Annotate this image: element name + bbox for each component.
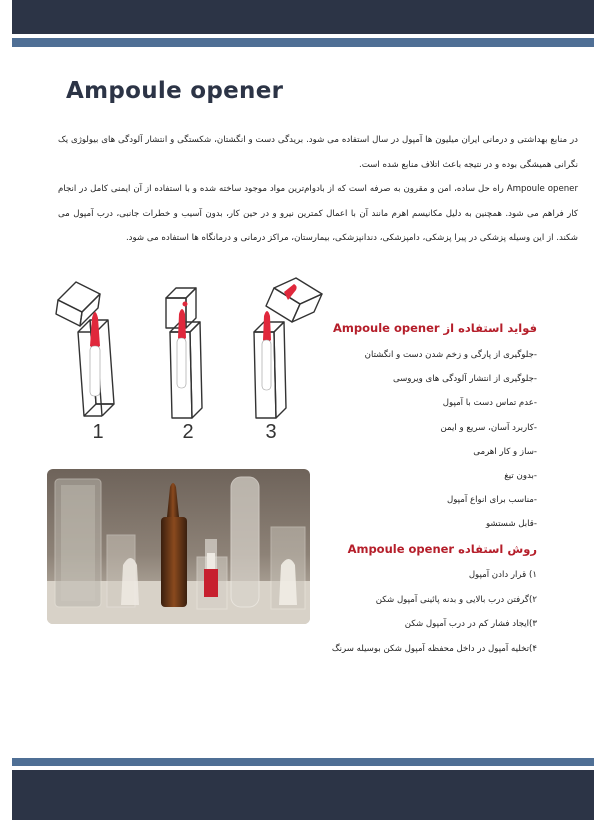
list-item: -عدم تماس دست با آمپول [442, 398, 537, 409]
header-blue-stripe [12, 38, 594, 47]
benefits-list [300, 343, 537, 537]
footer-dark-band [12, 770, 594, 820]
list-item: -جلوگیری از انتشار آلودگی های ویروسی [392, 374, 537, 385]
list-item: -کاربرد آسان، سریع و ایمن [440, 422, 537, 433]
header-dark-band [12, 0, 594, 34]
list-item: ۳)ایجاد فشار کم در درب آمپول شکن [404, 619, 537, 629]
usage-method-heading: روش استفاده Ampoule opener [347, 542, 537, 556]
product-photo [47, 469, 310, 624]
page-title: Ampoule opener [66, 78, 284, 104]
list-item: -جلوگیری از پارگی و زخم شدن دست و انگشتان [364, 350, 537, 360]
list-item: -مناسب برای انواع آمپول [447, 495, 537, 506]
step-number-3: 3 [265, 421, 277, 443]
step-number-1: 1 [92, 421, 104, 443]
usage-steps-illustration [40, 270, 340, 450]
list-item: -بدون تیغ [504, 471, 537, 482]
intro-paragraph-2: Ampoule opener راه حل ساده، امن و مقرون به صرفه است که از بادوام‌ترین مواد موجود ساخته شده و با استفاده از آن ایمنی کامل در انجام کار فراهم می شود. همچنین به دلیل مکانیسم اهرم مانند آن با اعمال کمترین نیرو و در حین کار، بدون آسیب و خطرات جانبی، درب آمپول می شکند. از این وسیله پزشکی در پیرا پزشکی، دامپزشکی، دندانپزشکی، بیمارستان، مراکز درمانی و درمانگاه ها استفاده می شود. [58, 184, 578, 243]
list-item: ۲)گرفتن درب بالایی و بدنه پائینی آمپول شکن [375, 594, 537, 605]
intro-paragraph-1: در منابع بهداشتی و درمانی ایران میلیون ها آمپول در سال استفاده می شود. بریدگی دست و انگشتان، شکستگی و انتشار آلودگی های بیولوژی یک نگرانی همیشگی بوده و در نتیجه باعث اتلاف منابع شده است. [58, 135, 578, 170]
step-1-drawing [56, 282, 114, 416]
list-item: ۱) قرار دادن آمپول [468, 570, 537, 580]
list-item: -قابل شستشو [485, 519, 537, 530]
list-item: -ساز و کار اهرمی [473, 446, 537, 457]
benefits-heading: فواید استفاده از Ampoule opener [333, 321, 537, 335]
usage-method-list [300, 563, 537, 661]
list-item: ۴)تخلیه آمپول در داخل محفظه آمپول شکن بوسیله سرنگ [331, 643, 537, 654]
step-number-2: 2 [182, 421, 194, 443]
intro-text [58, 128, 578, 251]
footer-blue-stripe [12, 758, 594, 766]
